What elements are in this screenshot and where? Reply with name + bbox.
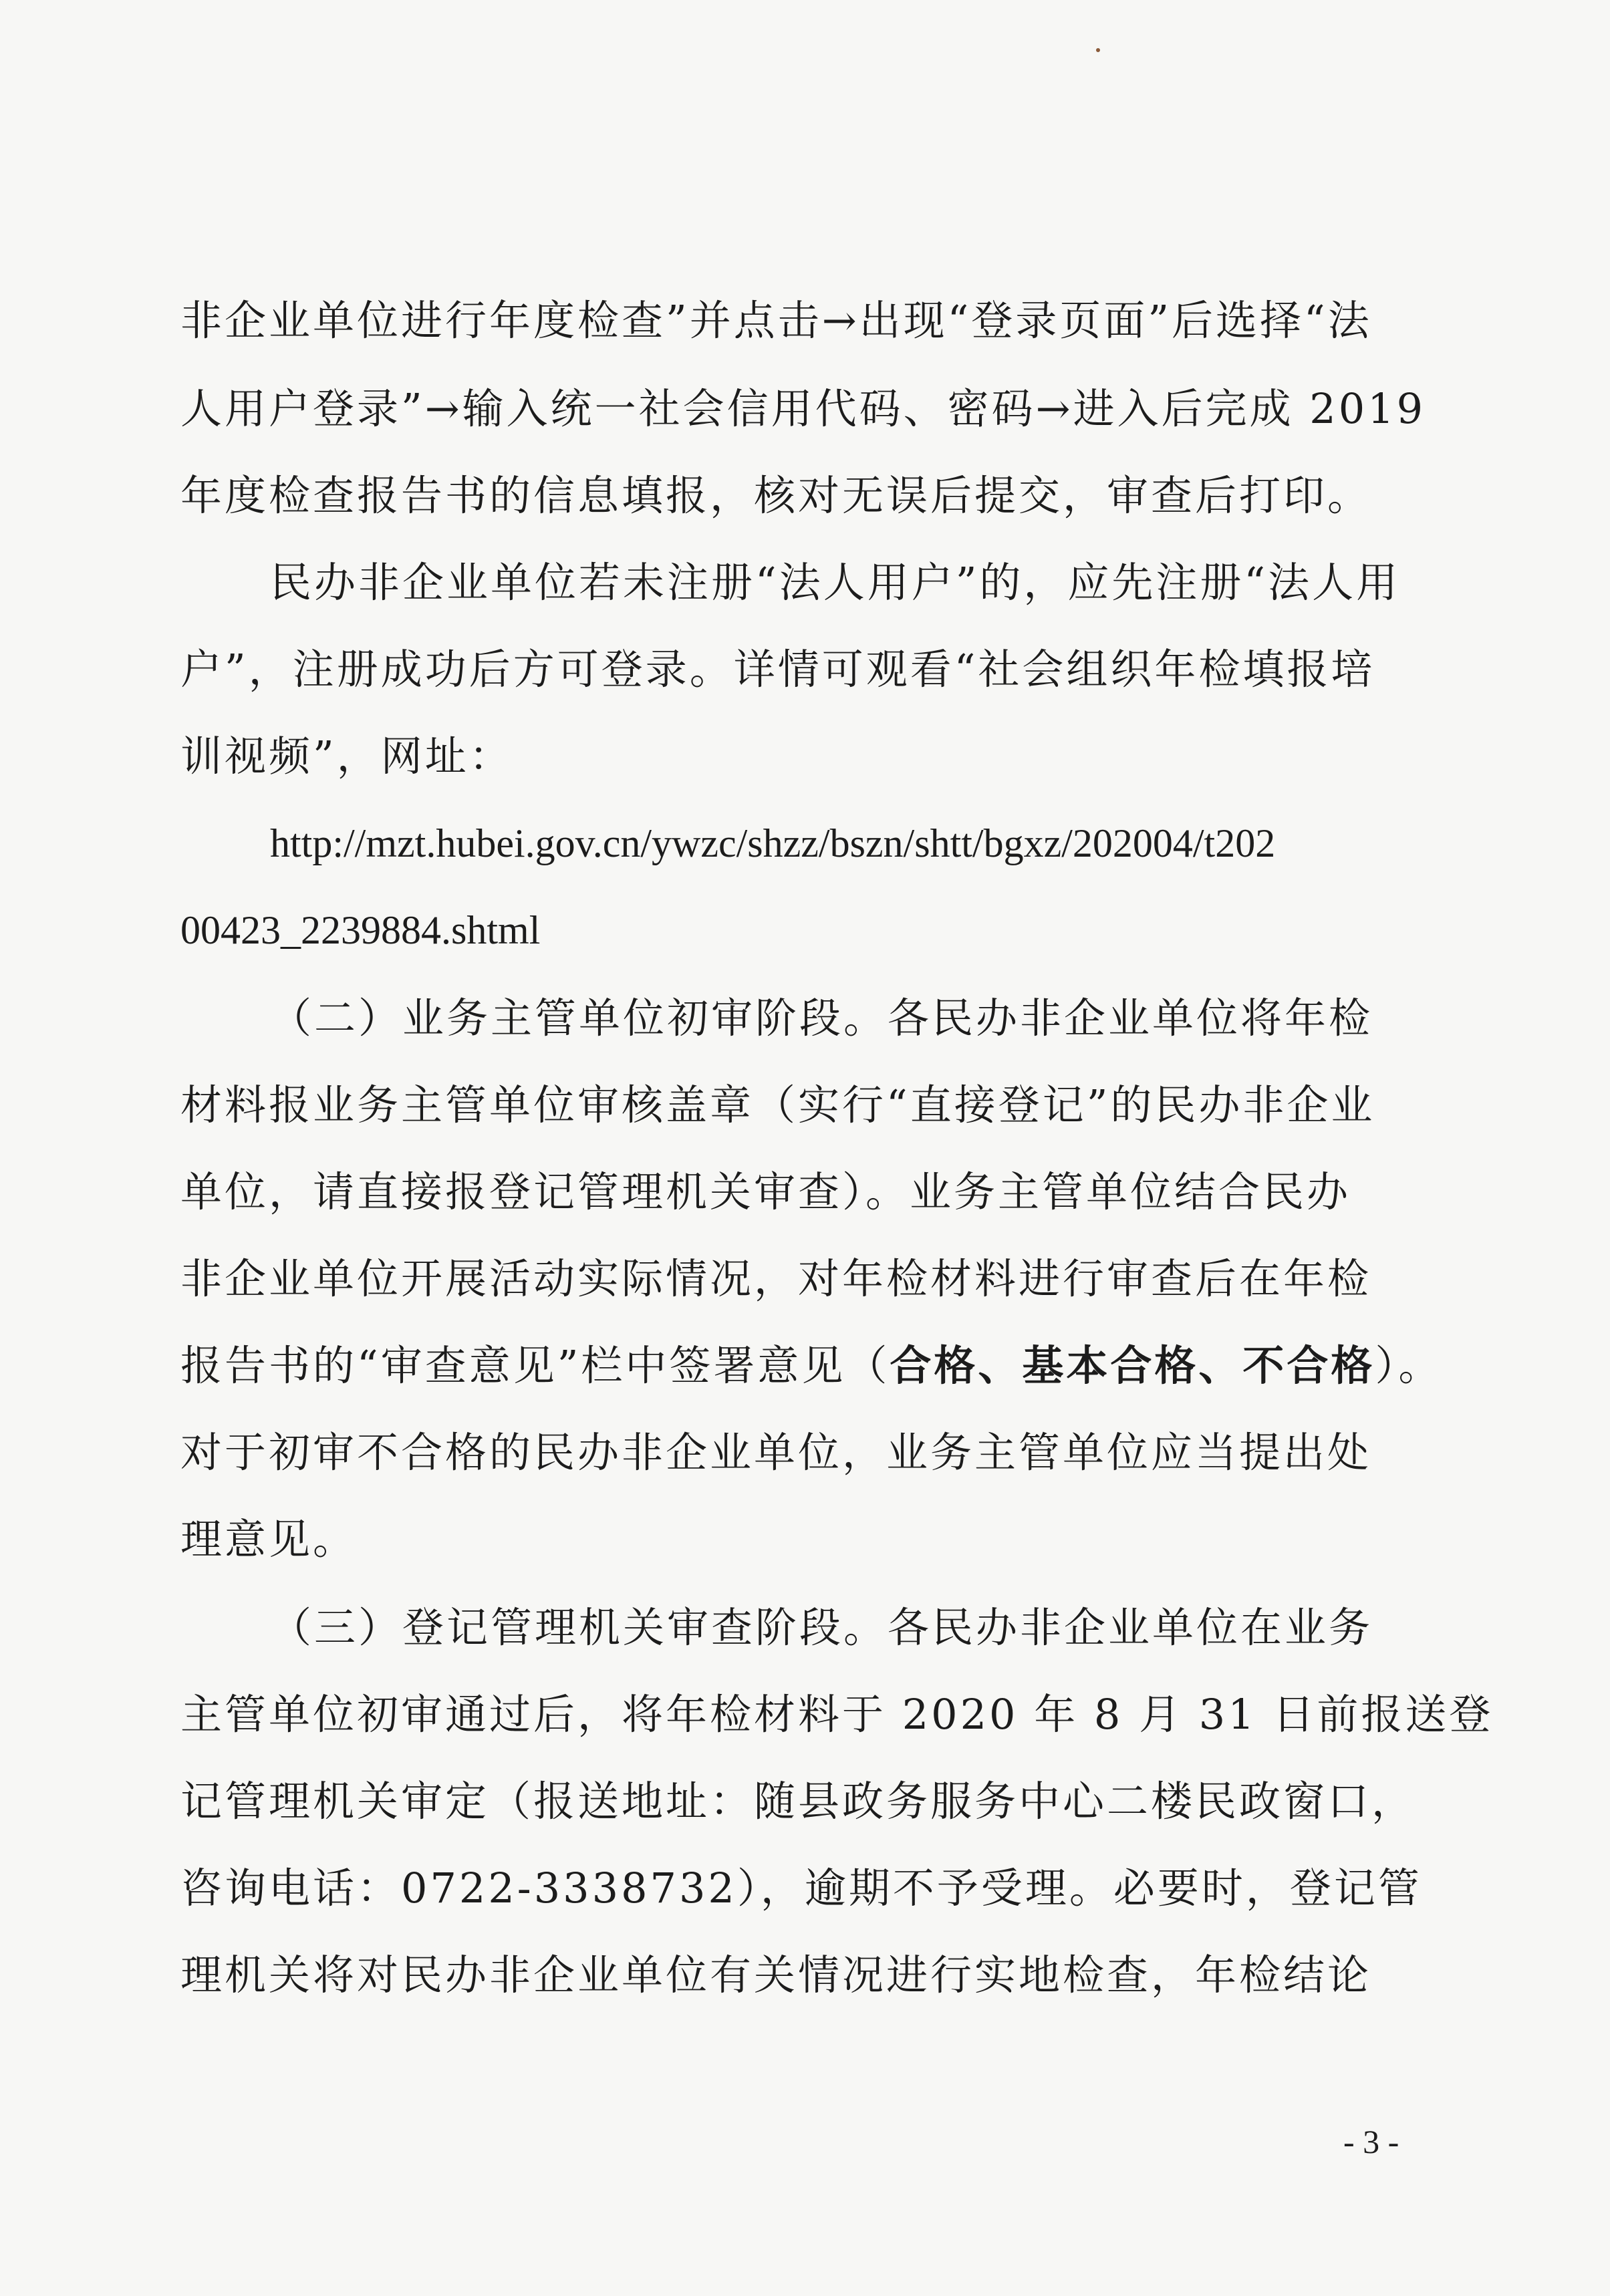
text-segment: ）。 bbox=[1375, 1341, 1443, 1390]
text-line: 人用户登录”→输入统一社会信用代码、密码→进入后完成 2019 bbox=[180, 384, 1426, 433]
review-opinion-options: 合格、基本合格、不合格 bbox=[890, 1341, 1375, 1390]
video-url-line-1: http://mzt.hubei.gov.cn/ywzc/shzz/bszn/shtt/bgxz/202004/t202 bbox=[270, 821, 1276, 865]
text-line: 训视频”，网址： bbox=[180, 732, 513, 780]
text-line: 咨询电话：0722-3338732），逾期不予受理。必要时，登记管 bbox=[180, 1864, 1422, 1912]
text-line: 主管单位初审通过后，将年检材料于 2020 年 8 月 31 日前报送登 bbox=[180, 1690, 1494, 1739]
text-line: 对于初审不合格的民办非企业单位，业务主管单位应当提出处 bbox=[180, 1428, 1372, 1477]
text-line: 记管理机关审定（报送地址：随县政务服务中心二楼民政窗口， bbox=[180, 1777, 1416, 1826]
text-line: 理意见。 bbox=[180, 1515, 358, 1564]
section-three-heading-line: （三）登记管理机关审查阶段。各民办非企业单位在业务 bbox=[270, 1603, 1373, 1652]
text-line: 非企业单位进行年度检查”并点击→出现“登录页面”后选择“法 bbox=[180, 296, 1372, 345]
scan-speck bbox=[1096, 48, 1100, 52]
section-two-heading-line: （二）业务主管单位初审阶段。各民办非企业单位将年检 bbox=[270, 994, 1373, 1042]
text-line: 单位，请直接报登记管理机关审查）。业务主管单位结合民办 bbox=[180, 1167, 1351, 1216]
text-line: 非企业单位开展活动实际情况，对年检材料进行审查后在年检 bbox=[180, 1254, 1372, 1303]
text-line: 户”，注册成功后方可登录。详情可观看“社会组织年检填报培 bbox=[180, 645, 1375, 694]
text-line-with-emphasis bbox=[180, 1339, 1442, 1393]
paragraph-first-line: 民办非企业单位若未注册“法人用户”的，应先注册“法人用 bbox=[270, 558, 1401, 607]
text-line: 理机关将对民办非企业单位有关情况进行实地检查，年检结论 bbox=[180, 1951, 1372, 1999]
video-url-line-2: 00423_2239884.shtml bbox=[180, 908, 541, 952]
text-line: 材料报业务主管单位审核盖章（实行“直接登记”的民办非企业 bbox=[180, 1081, 1375, 1129]
text-segment: 报告书的“审查意见”栏中签署意见（ bbox=[180, 1341, 890, 1390]
page-number: - 3 - bbox=[1343, 2123, 1399, 2160]
text-line: 年度检查报告书的信息填报，核对无误后提交，审查后打印。 bbox=[180, 471, 1372, 520]
